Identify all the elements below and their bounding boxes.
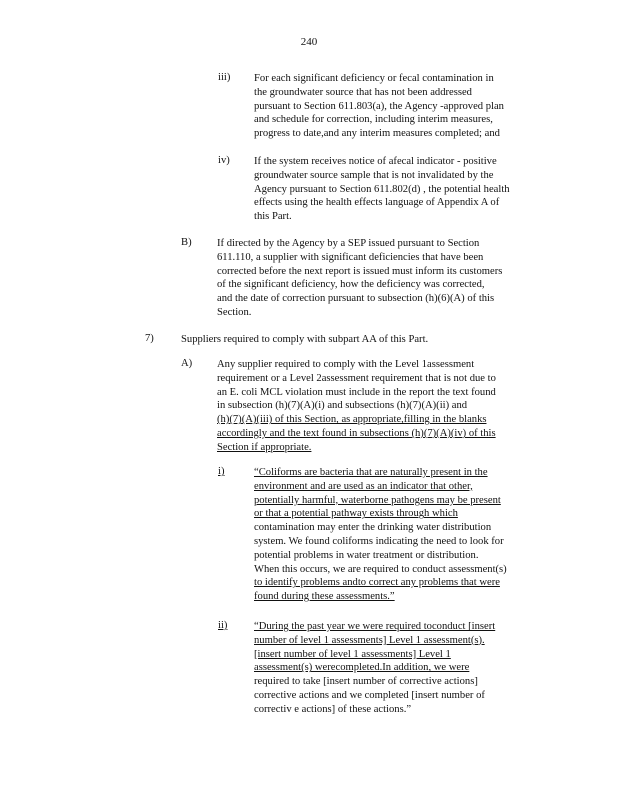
item-ii-marker: ii) xyxy=(218,620,228,631)
text-line: Agency pursuant to Section 611.802(d) , the potential health xyxy=(254,183,510,195)
item-A-marker: A) xyxy=(181,358,193,369)
item-i-marker: i) xyxy=(218,466,225,477)
text-line: Section. xyxy=(217,306,252,318)
item-iv-marker: iv) xyxy=(218,155,230,166)
text-line: If directed by the Agency by a SEP issued pursuant to Section xyxy=(217,238,480,249)
item-iii-text xyxy=(254,72,530,141)
item-A-text xyxy=(217,358,535,455)
item-B-text xyxy=(217,237,535,320)
text-line: progress to date,and any interim measures completed; and xyxy=(254,128,500,140)
text-line: assessment(s) werecompleted.In addition, we were xyxy=(254,662,470,674)
text-line: this Part. xyxy=(254,211,292,223)
text-line: and the date of correction pursuant to subsection (h)(6)(A) of this xyxy=(217,293,495,305)
text-line: Suppliers required to comply with subpart AA of this Part. xyxy=(181,334,429,345)
text-line: requirement or a Level 2assessment requirement that is not due to xyxy=(217,372,496,384)
text-line: Any supplier required to comply with the Level 1assessment xyxy=(217,359,475,370)
text-line: an E. coli MCL violation must include in the report the text found xyxy=(217,386,496,398)
item-i-text xyxy=(254,466,542,604)
item-iii-marker: iii) xyxy=(218,72,231,83)
item-7-marker: 7) xyxy=(145,333,154,344)
text-line: correctiv e actions] of these actions.” xyxy=(254,703,412,715)
text-line: (h)(7)(A)(iii) of this Section, as appropriate,filling in the blanks xyxy=(217,414,487,426)
text-line: in subsection (h)(7)(A)(i) and subsections (h)(7)(A)(ii) and xyxy=(217,400,468,412)
text-line: the groundwater source that has not been addressed xyxy=(254,86,472,98)
text-line: pursuant to Section 611.803(a), the Agency -approved plan xyxy=(254,100,504,112)
text-line: environment and are used as an indicator that other, xyxy=(254,480,473,492)
text-line: potentially harmful, waterborne pathogens may be present xyxy=(254,494,501,506)
text-line: When this occurs, we are required to conduct assessment(s) xyxy=(254,563,507,575)
text-line: 611.110, a supplier with significant deficiencies that have been xyxy=(217,251,484,263)
item-iv-text xyxy=(254,155,537,224)
text-line: groundwater source sample that is not invalidated by the xyxy=(254,169,494,181)
text-line: required to take [insert number of corrective actions] xyxy=(254,676,478,688)
text-line: corrective actions and we completed [insert number of xyxy=(254,689,485,701)
item-7-text xyxy=(181,333,481,347)
text-line: to identify problems andto correct any problems that were xyxy=(254,577,500,589)
text-line: or that a potential pathway exists through which xyxy=(254,508,458,520)
item-B-marker: B) xyxy=(181,237,192,248)
text-line: “Coliforms are bacteria that are naturally present in the xyxy=(254,467,488,478)
text-line: corrected before the next report is issued must inform its customers xyxy=(217,265,503,277)
text-line: [insert number of level 1 assessments] Level 1 xyxy=(254,648,451,660)
text-line: found during these assessments.” xyxy=(254,591,395,603)
text-line: system. We found coliforms indicating the need to look for xyxy=(254,535,504,547)
text-line: of the significant deficiency, how the deficiency was corrected, xyxy=(217,279,485,291)
text-line: potential problems in water treatment or distribution. xyxy=(254,549,479,561)
text-line: accordingly and the text found in subsections (h)(7)(A)(iv) of this xyxy=(217,427,496,439)
text-line: If the system receives notice of afecal indicator - positive xyxy=(254,156,497,167)
text-line: number of level 1 assessments] Level 1 assessment(s). xyxy=(254,634,485,646)
text-line: and schedule for correction, including interim measures, xyxy=(254,114,493,126)
text-line: Section if appropriate. xyxy=(217,441,312,453)
text-line: “During the past year we were required toconduct [insert xyxy=(254,621,496,632)
text-line: effects using the health effects language of Appendix A of xyxy=(254,197,500,209)
page-number: 240 xyxy=(300,36,318,48)
text-line: For each significant deficiency or fecal contamination in xyxy=(254,73,494,84)
item-ii-text xyxy=(254,620,524,717)
text-line: contamination may enter the drinking water distribution xyxy=(254,522,492,534)
